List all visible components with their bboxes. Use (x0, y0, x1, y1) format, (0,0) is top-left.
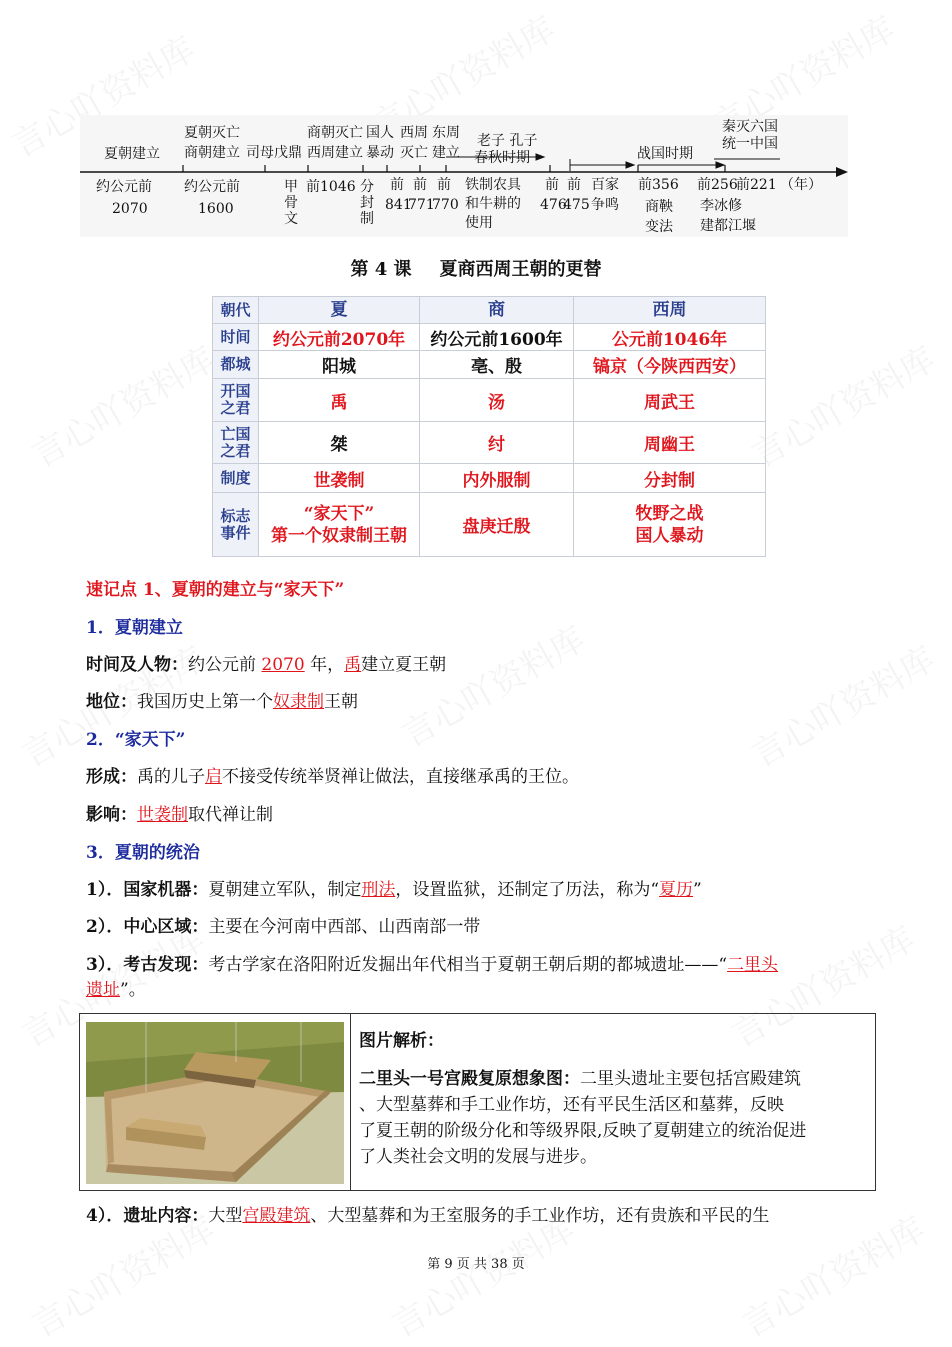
tl-chunqiu: 春秋时期 (474, 150, 530, 166)
row-label-capital: 都城 (213, 351, 259, 379)
cell-zhou-event-1: 牧野之战 (635, 503, 704, 524)
keyword: 禹 (344, 655, 362, 675)
cell-zhou-last-ruler: 周幽王 (574, 422, 766, 464)
figure-line-2: 、大型墓葬和手工业作坊，还有平民生活区和墓葬，反映 (359, 1095, 784, 1115)
text: 夏朝建立军队，制定 (208, 880, 362, 900)
label: 影响： (86, 805, 137, 825)
cell-zhou-founder: 周武王 (574, 379, 766, 422)
tl-date-475-year: 475 (563, 197, 590, 213)
watermark (21, 332, 222, 476)
cell-xia-capital: 阳城 (259, 351, 420, 379)
tl-iron-tools-2: 和牛耕的 (465, 196, 521, 212)
text: 建立夏王朝 (361, 655, 447, 675)
text: 禹的儿子 (137, 767, 205, 787)
label: 形成： (86, 767, 137, 787)
text: ” (693, 880, 702, 900)
tl-qin-unify-2: 统一中国 (722, 136, 778, 152)
text: 、大型墓葬和为王室服务的手工业作坊，还有贵族和平民的生 (310, 1206, 770, 1226)
label: 地位： (86, 692, 137, 712)
para-impact (86, 803, 273, 827)
keyword: 二里头 (727, 955, 779, 975)
lesson-number: 第 4 课 (350, 259, 412, 280)
watermark (741, 332, 942, 476)
row-label-event-2: 事件 (220, 523, 251, 542)
tl-date-2070: 约公元前 (96, 179, 152, 195)
tl-baijia: 百家 (591, 177, 619, 193)
cell-xia-time: 约公元前2070年 (259, 324, 420, 351)
tl-year-unit: （年） (780, 177, 822, 193)
para-state-machinery (86, 878, 702, 902)
subsection-title-2: 2．“家天下” (86, 730, 186, 750)
para-site-content (86, 1204, 769, 1228)
history-timeline (80, 115, 848, 237)
tl-bianfa: 变法 (645, 219, 673, 235)
tl-date-475: 前 (567, 177, 581, 193)
header-dynasty: 朝代 (213, 297, 259, 324)
tl-miewang: 灭亡 (400, 145, 428, 161)
cell-zhou-capital: 镐京（今陕西西安） (574, 351, 766, 379)
tl-date-771-year: 771 (408, 197, 435, 213)
subsection-title-1: 1．夏朝建立 (86, 618, 183, 638)
cell-zhou-event (574, 493, 766, 557)
cell-xia-founder: 禹 (259, 379, 420, 422)
text: 大型 (208, 1206, 243, 1226)
table-row (213, 493, 766, 557)
tl-date-770: 前 (437, 177, 451, 193)
palace-reconstruction-image (86, 1022, 344, 1184)
figure-line-4: 了人类社会文明的发展与进步。 (359, 1147, 597, 1167)
row-label-event-1: 标志 (220, 506, 251, 525)
watermark (741, 632, 942, 776)
keyword: 刑法 (361, 880, 396, 900)
keyword: 夏历 (659, 880, 694, 900)
cell-shang-capital: 亳、殷 (420, 351, 574, 379)
table-row (213, 422, 766, 464)
cell-shang-system: 内外服制 (420, 464, 574, 493)
tl-shangyang: 商鞅 (645, 199, 673, 215)
text: 王朝 (324, 692, 358, 712)
label: 3）．考古发现： (86, 955, 209, 975)
tl-simuwu-ding: 司母戊鼎 (246, 145, 302, 161)
para-archaeology (86, 953, 778, 977)
tl-libing-2: 建都江堰 (700, 218, 756, 234)
text: ，设置监狱，还制定了历法，称为“ (395, 880, 660, 900)
keyword: 启 (205, 767, 222, 787)
row-label-founder-1: 开国 (220, 382, 251, 400)
figure-title: 图片解析： (359, 1031, 444, 1051)
lesson-name: 夏商西周王朝的更替 (439, 259, 602, 280)
keyword: 遗址 (86, 980, 120, 1000)
tl-date-221: 前221 (736, 177, 777, 193)
tl-western-zhou: 西周 (400, 125, 428, 141)
cell-xia-event (259, 493, 420, 557)
cell-zhou-event-2: 国人暴动 (635, 525, 704, 546)
tl-xia-fall: 夏朝灭亡 (184, 125, 240, 141)
header-xia: 夏 (259, 297, 420, 324)
label: 2）．中心区域： (86, 917, 209, 937)
tl-baodong: 暴动 (366, 145, 394, 161)
tl-date-256: 前256 (697, 177, 738, 193)
table-header-row (213, 297, 766, 324)
tl-laozi-kongzi: 老子 孔子 (477, 133, 538, 149)
table-row (213, 324, 766, 351)
cell-shang-founder: 汤 (420, 379, 574, 422)
keyword: 世袭制 (137, 805, 188, 825)
tl-zhengming: 争鸣 (591, 197, 619, 213)
text: ”。 (120, 980, 146, 1000)
text: 二里头遗址主要包括宫殿建筑 (580, 1069, 801, 1089)
tl-fenfengzhi: 分封制 (360, 179, 374, 227)
tl-zhanguo: 战国时期 (637, 146, 693, 162)
row-label-founder-2: 之君 (220, 399, 251, 417)
text: 我国历史上第一个 (137, 692, 273, 712)
tl-jianli: 建立 (432, 145, 460, 161)
row-label-last-ruler-2: 之君 (220, 441, 251, 460)
text: 约公元前 (188, 655, 262, 675)
text: 取代禅让制 (188, 805, 273, 825)
para-central-region (86, 915, 480, 939)
section-heading: 速记点 1、夏朝的建立与“家天下” (86, 580, 345, 600)
tl-date-841: 前 (390, 177, 404, 193)
cell-xia-system: 世袭制 (259, 464, 420, 493)
header-western-zhou: 西周 (574, 297, 766, 324)
tl-jiaguwen: 甲骨文 (284, 179, 298, 227)
page-footer: 第 9 页 共 38 页 (427, 1257, 525, 1272)
tl-date-476: 前 (545, 177, 559, 193)
keyword: 2070 (261, 655, 305, 675)
tl-date-476-year: 476 (540, 197, 567, 213)
text: 不接受传统举贤禅让做法，直接继承禹的王位。 (222, 767, 579, 787)
para-status (86, 690, 358, 714)
tl-shang-fall: 商朝灭亡 (307, 125, 363, 141)
tl-qin-unify-1: 秦灭六国 (722, 119, 778, 135)
cell-shang-event: 盘庚迁殷 (420, 493, 574, 557)
row-label-system: 制度 (213, 464, 259, 493)
text: 考古学家在洛阳附近发掘出年代相当于夏朝王朝后期的都城遗址——“ (208, 955, 728, 975)
row-label-last-ruler (213, 422, 259, 464)
dynasty-table (212, 296, 766, 557)
tl-date-770-year: 770 (432, 197, 459, 213)
para-formation (86, 765, 579, 789)
tl-iron-tools-1: 铁制农具 (465, 177, 521, 193)
tl-western-zhou-founded: 西周建立 (307, 145, 363, 161)
cell-zhou-time: 公元前1046年 (574, 324, 766, 351)
label: 时间及人物： (86, 655, 188, 675)
text: 年， (304, 655, 345, 675)
cell-shang-last-ruler: 纣 (420, 422, 574, 464)
cell-shang-time: 约公元前1600年 (420, 324, 574, 351)
figure-line-3: 了夏王朝的阶级分化和等级界限,反映了夏朝建立的统治促进 (359, 1121, 807, 1141)
figure-caption-label: 二里头一号宫殿复原想象图： (359, 1069, 580, 1089)
lesson-title (0, 255, 952, 281)
row-label-last-ruler-1: 亡国 (220, 424, 251, 443)
tl-date-771: 前 (413, 177, 427, 193)
table-row (213, 351, 766, 379)
row-label-founder (213, 379, 259, 422)
label: 4）．遗址内容： (86, 1206, 209, 1226)
header-shang: 商 (420, 297, 574, 324)
tl-guoren: 国人 (366, 125, 394, 141)
keyword: 宫殿建筑 (242, 1206, 311, 1226)
row-label-event (213, 493, 259, 557)
tl-eastern-zhou: 东周 (432, 125, 460, 141)
cell-xia-event-1: “家天下” (303, 503, 375, 524)
figure-box (79, 1013, 876, 1191)
label: 1）．国家机器： (86, 880, 209, 900)
tl-date-1600: 约公元前 (184, 179, 240, 195)
tl-date-2070-year: 2070 (112, 201, 148, 217)
figure-analysis (359, 1028, 869, 1170)
text: 主要在今河南中西部、山西南部一带 (208, 917, 481, 937)
table-row (213, 464, 766, 493)
tl-shang-founded: 商朝建立 (184, 145, 240, 161)
para-archaeology-cont (86, 978, 146, 1002)
figure-divider (350, 1014, 351, 1190)
para-time-person (86, 653, 446, 677)
row-label-time: 时间 (213, 324, 259, 351)
subsection-title-3: 3．夏朝的统治 (86, 843, 200, 863)
tl-date-1046: 前1046 (306, 179, 356, 195)
tl-date-1600-year: 1600 (198, 201, 234, 217)
cell-xia-event-2: 第一个奴隶制王朝 (271, 525, 407, 546)
tl-libing-1: 李冰修 (700, 198, 742, 214)
table-row (213, 379, 766, 422)
tl-xia-founded: 夏朝建立 (104, 146, 160, 162)
tl-date-356: 前356 (638, 177, 679, 193)
tl-iron-tools-3: 使用 (465, 215, 493, 231)
cell-zhou-system: 分封制 (574, 464, 766, 493)
tl-date-841-year: 841 (385, 197, 412, 213)
cell-xia-last-ruler: 桀 (259, 422, 420, 464)
watermark (391, 612, 592, 756)
keyword: 奴隶制 (273, 692, 324, 712)
figure-line-1 (359, 1066, 869, 1092)
